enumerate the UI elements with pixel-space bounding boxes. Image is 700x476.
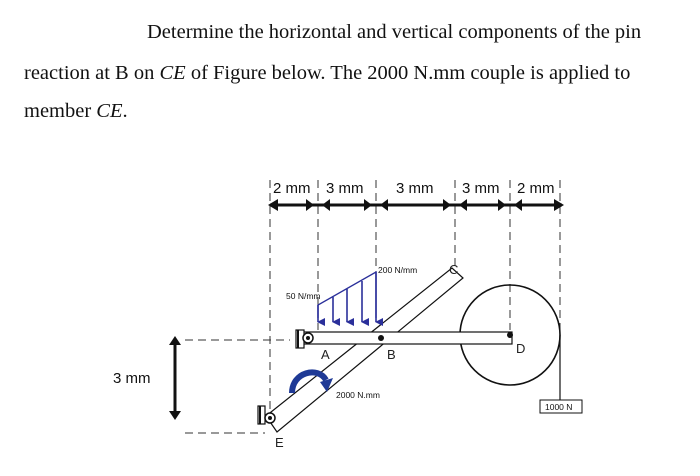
dim-label-1: 2 mm bbox=[273, 180, 311, 197]
load-label-right: 200 N/mm bbox=[378, 265, 418, 275]
load-label-left: 50 N/mm bbox=[286, 291, 321, 301]
label-b: B bbox=[387, 347, 396, 362]
vertical-dim-label: 3 mm bbox=[113, 370, 151, 387]
pin-b bbox=[378, 335, 384, 341]
label-a: A bbox=[321, 347, 330, 362]
dim-label-3: 3 mm bbox=[396, 180, 434, 197]
member-ce-label: CE bbox=[159, 62, 186, 84]
label-e: E bbox=[275, 435, 284, 450]
label-c: C bbox=[449, 262, 459, 277]
dim-label-2: 3 mm bbox=[326, 180, 364, 197]
vertical-dim-arrow-top bbox=[169, 336, 181, 345]
vertical-dim-arrow-bottom bbox=[169, 411, 181, 420]
couple-label: 2000 N.mm bbox=[336, 390, 380, 400]
member-ce-label-2: CE bbox=[96, 100, 123, 122]
label-d: D bbox=[516, 341, 526, 356]
pin-d bbox=[507, 332, 513, 338]
dim-label-5: 2 mm bbox=[517, 180, 555, 197]
problem-text-1: Determine the horizontal and vertical components of the pin bbox=[147, 21, 642, 43]
dim-label-4: 3 mm bbox=[462, 180, 500, 197]
member-ad bbox=[302, 332, 512, 344]
problem-text-3c: . bbox=[122, 100, 128, 122]
problem-text-2c: of Figure below. The 2000 N.mm couple is applied to bbox=[185, 62, 631, 84]
problem-text-3a: member bbox=[24, 100, 97, 122]
pin-support-e bbox=[258, 406, 275, 424]
distributed-load-arrows bbox=[318, 272, 376, 322]
weight-label: 1000 N bbox=[545, 402, 573, 412]
problem-text-2a: reaction at B on bbox=[24, 62, 160, 84]
